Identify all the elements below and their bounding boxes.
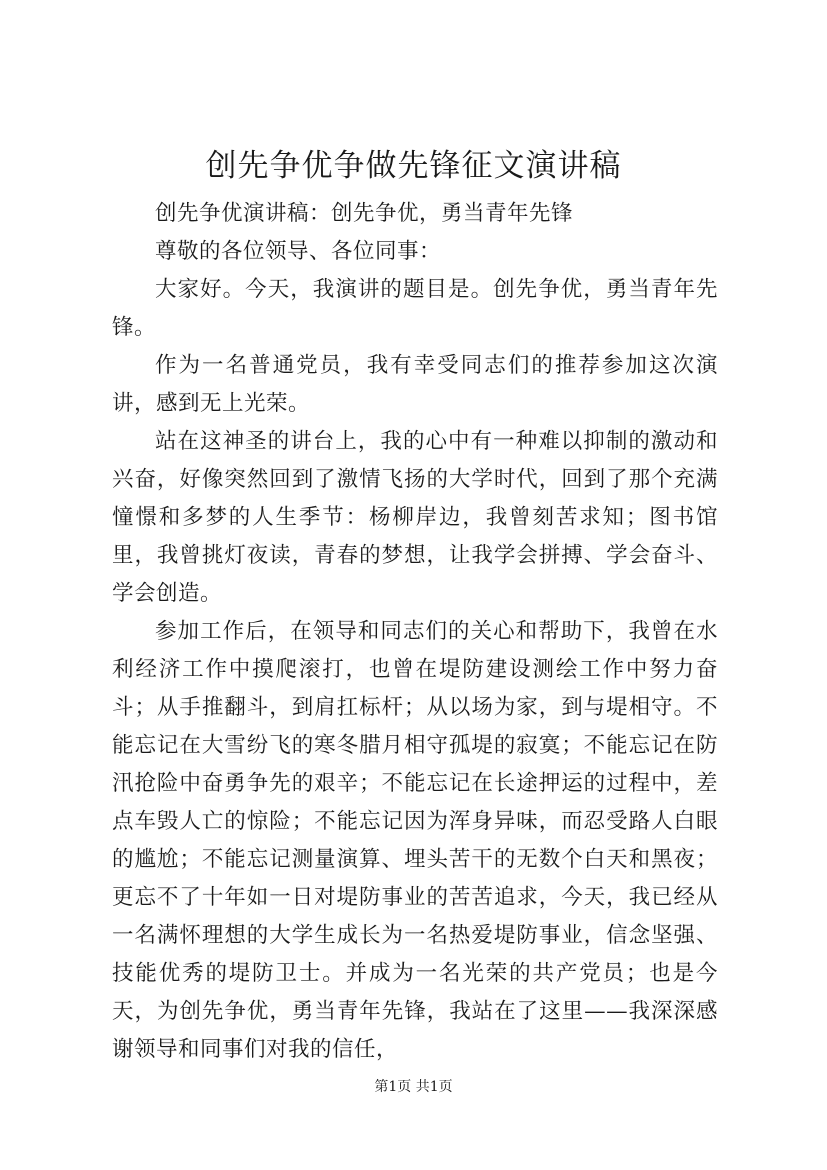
- paragraph-subtitle: 创先争优演讲稿：创先争优，勇当青年先锋: [155, 201, 574, 226]
- paragraph-intro: 作为一名普通党员，我有幸受同志们的推荐参加这次演讲，感到无上光荣。: [112, 353, 718, 416]
- page-number-footer: 第1页 共1页: [374, 1079, 453, 1095]
- paragraph-podium: 站在这神圣的讲台上，我的心中有一种难以抑制的激动和兴奋，好像突然回到了激情飞扬的大学时代，回到了那个充满憧憬和多梦的人生季节：杨柳岸边，我曾刻苦求知；图书馆里，我曾挑灯夜读，青春的梦想，让我学会拼搏、学会奋斗、学会创造。: [112, 429, 718, 606]
- paragraph-work: 参加工作后，在领导和同志们的关心和帮助下，我曾在水利经济工作中摸爬滚打，也曾在堤防建设测绘工作中努力奋斗；从手推翻斗，到肩扛标杆；从以场为家，到与堤相守。不能忘记在大雪纷飞的寒冬腊月相守孤堤的寂寞；不能忘记在防汛抢险中奋勇争先的艰辛；不能忘记在长途押运的过程中，差点车毁人亡的惊险；不能忘记因为浑身异味，而忍受路人白眼的尴尬；不能忘记测量演算、埋头苦干的无数个白天和黑夜；更忘不了十年如一日对堤防事业的苦苦追求，今天，我已经从一名满怀理想的大学生成长为一名热爱堤防事业，信念坚强、技能优秀的堤防卫士。并成为一名光荣的共产党员；也是今天，为创先争优，勇当青年先锋，我站在了这里——我深深感谢领导和同事们对我的信任，: [112, 619, 718, 1062]
- document-title: 创先争优争做先锋征文演讲稿: [205, 148, 622, 184]
- document-body: [112, 195, 718, 1069]
- paragraph-salutation: 尊敬的各位领导、各位同事：: [155, 239, 442, 264]
- paragraph-greeting: 大家好。今天，我演讲的题目是。创先争优，勇当青年先锋。: [112, 277, 718, 340]
